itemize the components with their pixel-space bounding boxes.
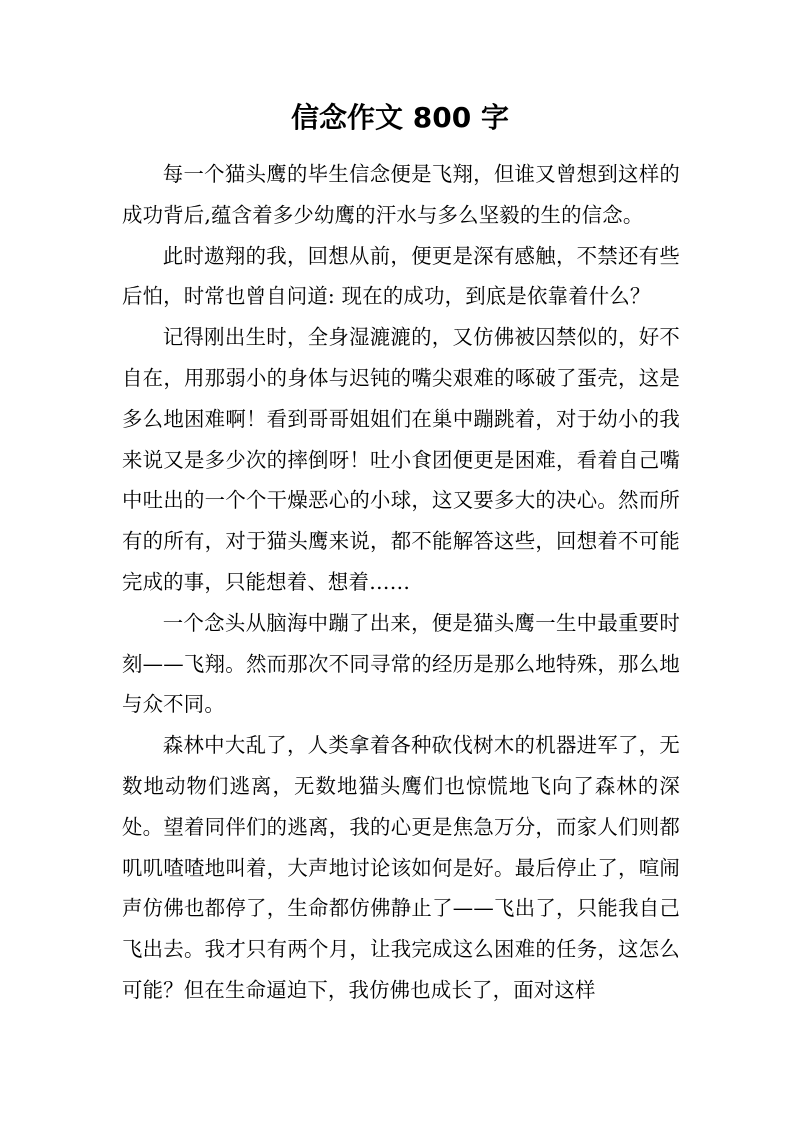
document-title: 信念作文 800 字 <box>291 101 509 134</box>
paragraph: 一个念头从脑海中蹦了出来，便是猫头鹰一生中最重要时刻——飞翔。然而那次不同寻常的经历是那么地特殊，那么地与众不同。 <box>122 610 680 717</box>
paragraph: 此时遨翔的我，回想从前，便更是深有感触，不禁还有些后怕，时常也曾自问道: 现在的成功，到底是依靠着什么？ <box>122 243 680 309</box>
paragraph: 每一个猫头鹰的毕生信念便是飞翔，但谁又曾想到这样的成功背后,蕴含着多少幼鹰的汗水与多么坚毅的生的信念。 <box>122 162 680 227</box>
document-body <box>122 154 680 1011</box>
paragraph: 森林中大乱了，人类拿着各种砍伐树木的机器进军了，无数地动物们逃离，无数地猫头鹰们也惊慌地飞向了森林的深处。望着同伴们的逃离，我的心更是焦急万分，而家人们则都叽叽喳喳地叫着，大声地讨论该如何是好。最后停止了，喧闹声仿佛也都停了，生命都仿佛静止了——飞出了，只能我自己飞出去。我才只有两个月，让我完成这么困难的任务，这怎么可能？但在生命逼迫下，我仿佛也成长了，面对这样 <box>122 733 680 1002</box>
paragraph: 记得刚出生时，全身湿漉漉的，又仿佛被囚禁似的，好不自在，用那弱小的身体与迟钝的嘴尖艰难的啄破了蛋壳，这是多么地困难啊！看到哥哥姐姐们在巢中蹦跳着，对于幼小的我来说又是多少次的摔倒呀！吐小食团便更是困难，看着自己嘴中吐出的一个个干燥恶心的小球，这又要多大的决心。然而所有的所有，对于猫头鹰来说，都不能解答这些，回想着不可能完成的事，只能想着、想着…… <box>122 325 680 594</box>
